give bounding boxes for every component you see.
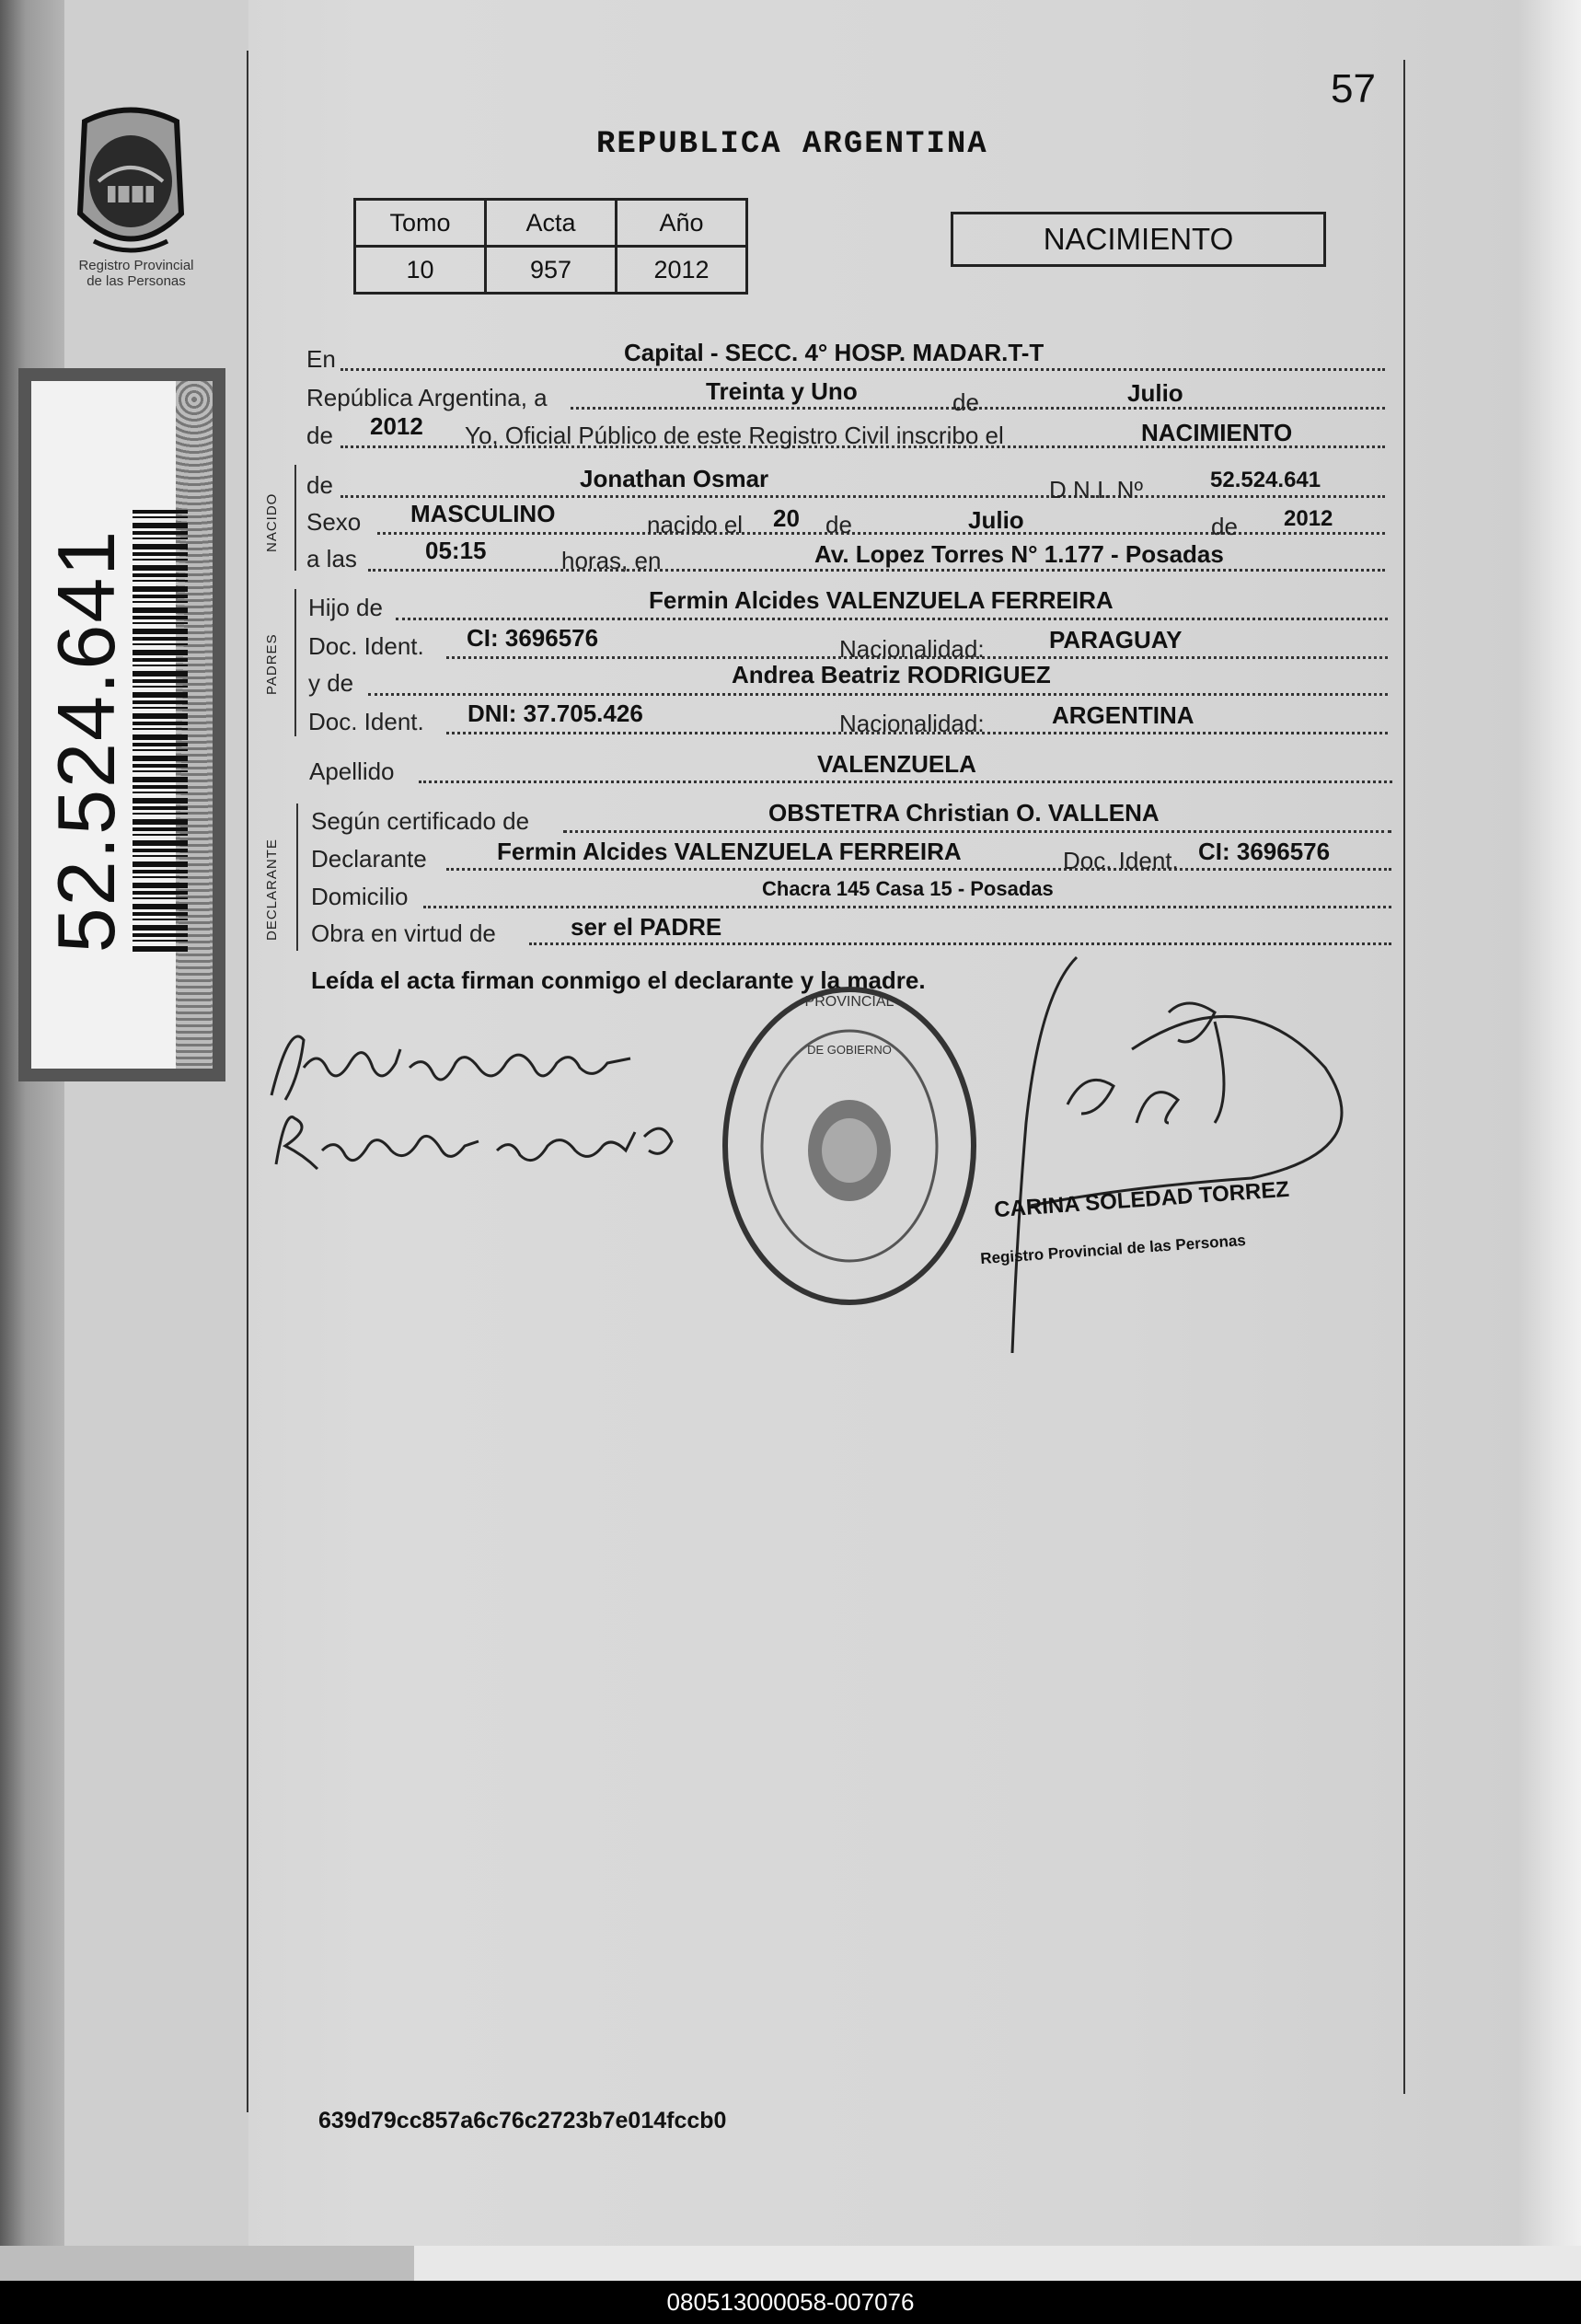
- value-acta: 957: [486, 247, 617, 294]
- section-nacido: NACIDO: [264, 492, 280, 552]
- logo-caption-line2: de las Personas: [87, 273, 186, 289]
- hijo-de-label: Hijo de: [308, 594, 383, 621]
- obra-value: ser el PADRE: [571, 913, 722, 941]
- birth-place: Av. Lopez Torres N° 1.177 - Posadas: [814, 540, 1224, 568]
- domicilio-value: Chacra 145 Casa 15 - Posadas: [762, 877, 1054, 900]
- declarante-label: Declarante: [311, 845, 427, 873]
- barcode-bars: [133, 510, 188, 952]
- right-margin-rule: [1403, 60, 1405, 2094]
- father-doc-label: Doc. Ident.: [308, 632, 424, 660]
- page-number: 57: [1331, 66, 1376, 111]
- officer-office: Registro Provincial de las Personas: [979, 1231, 1247, 1268]
- barcode-number: 52.524.641: [40, 528, 132, 954]
- header-tomo: Tomo: [355, 200, 486, 247]
- declarante-doc-label: Doc. Ident.: [1063, 847, 1179, 874]
- logo-caption: [53, 258, 219, 289]
- svg-text:PROVINCIAL: PROVINCIAL: [804, 994, 894, 1010]
- svg-text:DE GOBIERNO: DE GOBIERNO: [807, 1043, 892, 1057]
- oficial-text: Yo, Oficial Público de este Registro Civil inscribo el: [465, 422, 1004, 449]
- child-dni: 52.524.641: [1210, 468, 1321, 492]
- birth-hour: 05:15: [425, 537, 487, 564]
- nacido-de-label: de: [306, 471, 333, 499]
- document-title: REPUBLICA ARGENTINA: [596, 127, 988, 162]
- a-las-label: a las: [306, 545, 357, 572]
- obra-label: Obra en virtud de: [311, 919, 496, 947]
- declarante-doc: CI: 3696576: [1198, 838, 1331, 865]
- child-name: Jonathan Osmar: [580, 465, 769, 492]
- section-declarante: DECLARANTE: [264, 838, 280, 941]
- year: 2012: [370, 412, 423, 440]
- name-dots: [340, 493, 1385, 498]
- declarante-name: Fermin Alcides VALENZUELA FERREIRA: [497, 838, 962, 865]
- book-spine: [0, 0, 64, 2246]
- logo-caption-line1: Registro Provincial: [78, 258, 194, 273]
- day-words: Treinta y Uno: [706, 377, 858, 405]
- dni-label: D.N.I. Nº: [1049, 476, 1143, 503]
- birth-year: 2012: [1284, 506, 1333, 531]
- declarante-bracket: [296, 804, 298, 951]
- father-name: Fermin Alcides VALENZUELA FERREIRA: [649, 586, 1114, 614]
- father-nat-label: Nacionalidad:: [839, 635, 985, 663]
- domicilio-label: Domicilio: [311, 883, 409, 910]
- cert-dots: [563, 828, 1391, 833]
- mother-doc-label: Doc. Ident.: [308, 708, 424, 735]
- en-label: En: [306, 345, 336, 373]
- mother-name: Andrea Beatriz RODRIGUEZ: [732, 661, 1051, 688]
- mother-doc: DNI: 37.705.426: [467, 700, 643, 727]
- header-acta: Acta: [486, 200, 617, 247]
- domicilio-dots: [423, 904, 1391, 908]
- republica-label: República Argentina, a: [306, 384, 548, 411]
- scan-bottom-edge-dark: [0, 2246, 414, 2281]
- left-margin: [64, 0, 248, 2246]
- nacido-el-label: nacido el: [647, 511, 744, 538]
- cert-label: Según certificado de: [311, 807, 530, 835]
- value-tomo: 10: [355, 247, 486, 294]
- nacido-de-label3: de: [1211, 513, 1238, 540]
- father-doc: CI: 3696576: [467, 624, 599, 652]
- apellido-label: Apellido: [309, 757, 395, 785]
- birth-day: 20: [773, 504, 800, 532]
- barcode-sticker: [18, 368, 225, 1081]
- nacido-bracket: [294, 465, 296, 571]
- cert-value: OBSTETRA Christian O. VALLENA: [768, 799, 1160, 827]
- de2-label: de: [306, 422, 333, 449]
- de-label: de: [952, 388, 979, 416]
- declarante-dots: [446, 866, 1391, 871]
- footer-code: 080513000058-007076: [0, 2281, 1581, 2324]
- document-hash: 639d79cc857a6c76c2723b7e014fccb0: [318, 2108, 727, 2133]
- father-signature: [262, 1012, 649, 1114]
- sexo-value: MASCULINO: [410, 500, 556, 527]
- reference-table: [353, 198, 748, 295]
- apellido-dots: [419, 779, 1392, 783]
- sexo-label: Sexo: [306, 508, 362, 536]
- y-de-label: y de: [308, 669, 354, 697]
- mother-signature: [267, 1100, 709, 1183]
- horas-en-label: horas, en: [561, 547, 662, 574]
- province-seal-logo: [66, 103, 195, 260]
- record-type-box: NACIMIENTO: [951, 212, 1326, 267]
- father-nat: PARAGUAY: [1049, 626, 1183, 653]
- left-margin-rule: [247, 51, 248, 2112]
- header-ano: Año: [617, 200, 747, 247]
- father-dots: [396, 616, 1388, 620]
- closing-statement: Leída el acta firman conmigo el declarante y la madre.: [311, 966, 926, 994]
- birth-month: Julio: [968, 506, 1024, 534]
- mother-nat: ARGENTINA: [1052, 701, 1194, 729]
- en-value: Capital - SECC. 4° HOSP. MADAR.T-T: [624, 339, 1044, 366]
- value-ano: 2012: [617, 247, 747, 294]
- nacido-de-label2: de: [825, 511, 852, 538]
- event: NACIMIENTO: [1141, 419, 1293, 446]
- mother-nat-label: Nacionalidad:: [839, 710, 985, 737]
- mother-dots: [368, 691, 1388, 696]
- officer-name: CARINA SOLEDAD TORREZ: [993, 1176, 1290, 1223]
- section-padres: PADRES: [264, 633, 280, 695]
- apellido-value: VALENZUELA: [817, 750, 976, 778]
- officer-signature: [939, 939, 1399, 1381]
- month: Julio: [1127, 379, 1183, 407]
- padres-bracket: [294, 589, 296, 736]
